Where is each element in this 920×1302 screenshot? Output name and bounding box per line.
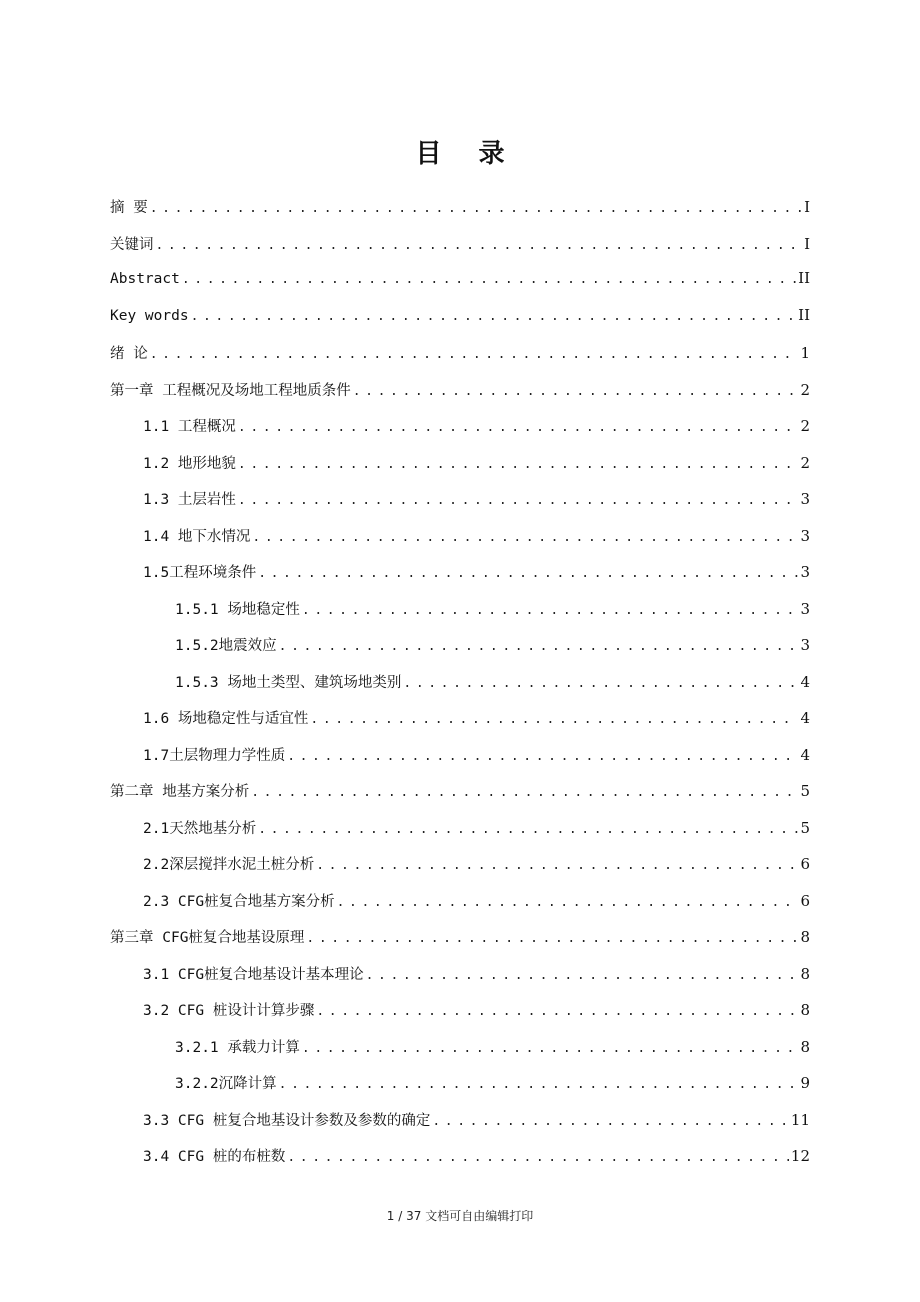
toc-entry-title: 1.7土层物理力学性质: [143, 747, 286, 764]
toc-leader-dots: [238, 457, 799, 472]
toc-entry-title: 关键词: [110, 236, 154, 253]
toc-leader-dots: [150, 201, 802, 216]
toc-entry-title: 1.3 土层岩性: [143, 492, 236, 508]
toc-entry[interactable]: [110, 488, 810, 525]
table-of-contents: [110, 196, 810, 1182]
toc-entry-title: 第二章 地基方案分析: [110, 784, 250, 800]
toc-leader-dots: [316, 858, 798, 873]
toc-entry-title: 1.5.2地震效应: [175, 638, 277, 654]
toc-entry[interactable]: [110, 634, 810, 671]
toc-page-number: 9: [800, 1074, 810, 1092]
toc-entry[interactable]: [110, 1072, 810, 1109]
toc-entry[interactable]: [110, 342, 810, 379]
toc-entry[interactable]: [110, 926, 810, 963]
toc-page-number: 3: [800, 563, 810, 581]
toc-entry-title: 1.5.3 场地土类型、建筑场地类别: [175, 674, 402, 691]
toc-entry-title: Key words: [110, 307, 189, 324]
toc-entry[interactable]: [110, 452, 810, 489]
toc-entry-title: 1.6 场地稳定性与适宜性: [143, 711, 309, 727]
toc-entry[interactable]: [110, 707, 810, 744]
toc-leader-dots: [238, 420, 799, 435]
toc-leader-dots: [252, 530, 798, 545]
toc-entry-title: 2.2深层搅拌水泥土桩分析: [143, 857, 315, 873]
toc-entry[interactable]: [110, 415, 810, 452]
toc-leader-dots: [191, 309, 797, 324]
toc-entry[interactable]: [110, 1036, 810, 1073]
toc-entry[interactable]: [110, 1109, 810, 1146]
toc-page-number: 3: [800, 636, 810, 654]
toc-entry[interactable]: [110, 269, 810, 306]
toc-entry-title: 第三章 CFG桩复合地基设原理: [110, 930, 305, 946]
toc-page-number: 6: [800, 891, 810, 910]
toc-leader-dots: [310, 712, 798, 727]
toc-leader-dots: [258, 566, 798, 581]
toc-leader-dots: [302, 603, 799, 618]
toc-entry-title: 绪 论: [110, 346, 148, 362]
toc-entry-title: 3.2 CFG 桩设计计算步骤: [143, 1003, 315, 1019]
toc-leader-dots: [337, 895, 799, 910]
toc-page-number: 4: [800, 709, 810, 727]
toc-page-number: 4: [800, 672, 810, 691]
toc-leader-dots: [432, 1114, 789, 1129]
toc-page-number: 8: [800, 928, 810, 946]
toc-page-number: 3: [800, 526, 810, 545]
toc-page-number: 5: [800, 782, 810, 800]
toc-entry[interactable]: [110, 233, 810, 270]
toc-entry[interactable]: [110, 671, 810, 708]
toc-page-number: 5: [800, 818, 810, 837]
toc-leader-dots: [258, 822, 798, 837]
toc-entry-title: 1.1 工程概况: [143, 419, 236, 435]
toc-entry-title: 3.4 CFG 桩的布桩数: [143, 1149, 286, 1165]
toc-page-number: 1: [800, 344, 810, 362]
toc-leader-dots: [150, 347, 799, 362]
toc-entry-title: 1.5.1 场地稳定性: [175, 601, 300, 618]
toc-page-number: 8: [800, 964, 810, 983]
toc-entry[interactable]: [110, 963, 810, 1000]
toc-page-number: 8: [800, 1001, 810, 1019]
toc-leader-dots: [353, 384, 799, 399]
toc-page-number: II: [798, 269, 810, 287]
toc-page-number: 2: [800, 417, 810, 435]
toc-entry-title: 第一章 工程概况及场地工程地质条件: [110, 382, 351, 399]
toc-entry-title: 3.2.1 承载力计算: [175, 1039, 300, 1056]
toc-page-number: II: [798, 305, 810, 324]
toc-entry[interactable]: [110, 780, 810, 817]
toc-page-number: 6: [800, 855, 810, 873]
toc-page-number: 3: [800, 490, 810, 508]
page-footer: 1 / 37 文档可自由编辑打印: [386, 1209, 534, 1223]
toc-entry[interactable]: [110, 999, 810, 1036]
toc-entry-title: Abstract: [110, 271, 180, 287]
toc-entry[interactable]: [110, 196, 810, 233]
toc-entry[interactable]: [110, 598, 810, 635]
toc-leader-dots: [279, 639, 799, 654]
toc-page-number: 4: [800, 745, 810, 764]
toc-page-number: 12: [790, 1147, 810, 1165]
toc-page-number: 2: [800, 453, 810, 472]
toc-entry-title: 1.2 地形地貌: [143, 455, 236, 472]
toc-leader-dots: [302, 1041, 799, 1056]
toc-entry-title: 3.2.2沉降计算: [175, 1076, 277, 1092]
toc-leader-dots: [403, 676, 798, 691]
toc-page-number: 2: [800, 380, 810, 399]
toc-entry-title: 3.1 CFG桩复合地基设计基本理论: [143, 966, 364, 983]
toc-entry[interactable]: [110, 561, 810, 598]
toc-leader-dots: [279, 1077, 799, 1092]
page-title: 目 录: [415, 139, 519, 170]
toc-entry[interactable]: [110, 379, 810, 416]
toc-entry[interactable]: [110, 817, 810, 854]
toc-leader-dots: [366, 968, 799, 983]
toc-entry[interactable]: [110, 890, 810, 927]
toc-entry[interactable]: [110, 306, 810, 343]
toc-leader-dots: [287, 1150, 789, 1165]
toc-leader-dots: [316, 1004, 798, 1019]
toc-leader-dots: [238, 493, 799, 508]
toc-page-number: I: [804, 198, 810, 216]
toc-entry-title: 1.4 地下水情况: [143, 528, 251, 545]
toc-entry[interactable]: [110, 1145, 810, 1182]
toc-page-number: I: [804, 234, 810, 253]
toc-leader-dots: [251, 785, 798, 800]
toc-leader-dots: [287, 749, 798, 764]
toc-leader-dots: [156, 238, 803, 253]
toc-entry[interactable]: [110, 853, 810, 890]
toc-entry[interactable]: [110, 525, 810, 562]
toc-leader-dots: [182, 272, 796, 287]
toc-entry-title: 2.1天然地基分析: [143, 820, 257, 837]
toc-page-number: 3: [800, 599, 810, 618]
toc-entry-title: 摘 要: [110, 200, 148, 216]
toc-entry-title: 3.3 CFG 桩复合地基设计参数及参数的确定: [143, 1112, 431, 1129]
toc-entry-title: 1.5工程环境条件: [143, 565, 257, 581]
toc-entry-title: 2.3 CFG桩复合地基方案分析: [143, 893, 335, 910]
toc-page-number: 8: [800, 1037, 810, 1056]
toc-page-number: 11: [790, 1110, 810, 1129]
toc-entry[interactable]: [110, 744, 810, 781]
toc-leader-dots: [306, 931, 798, 946]
